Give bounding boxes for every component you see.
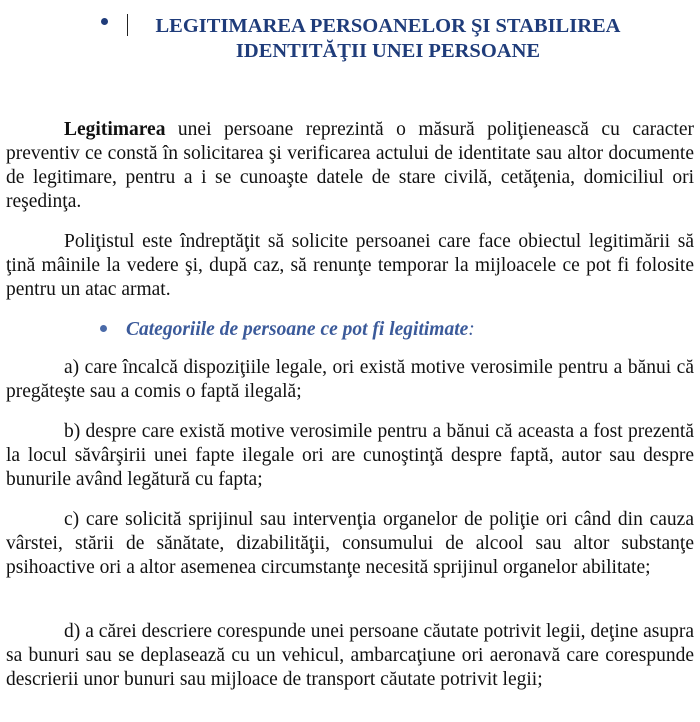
- list-item-a: a) care încalcă dispoziţiile legale, ori există motive verosimile pentru a bănui că pregăteşte sau a comis o faptă ilegală;: [6, 357, 694, 402]
- title-line-1: LEGITIMAREA PERSOANELOR ŞI STABILIREA: [155, 15, 621, 37]
- paragraph-2: Poliţistul este îndreptăţit să solicite persoanei care face obiectul legitimării să ţină mâinile la vedere şi, după caz, să renunţe temporar la mijloacele ce pot fi folosite pentru un atac armat.: [6, 231, 694, 300]
- bullet-icon: [101, 18, 108, 25]
- document-title: [128, 14, 648, 64]
- intro-term: Legitimarea: [64, 119, 166, 140]
- list-item-b: b) despre care există motive verosimile pentru a bănui că aceasta a fost prezentă la locul săvârşirii unei fapte ilegale ori are cunoştinţă despre faptă, autor sau despre bunurile având legătură cu fapta;: [6, 421, 694, 490]
- bullet-icon: [100, 325, 107, 332]
- title-line-2: IDENTITĂŢII UNEI PERSOANE: [235, 40, 541, 62]
- list-item-c: c) care solicită sprijinul sau intervenţia organelor de poliţie ori când din cauza vârstei, stării de sănătate, dizabilităţii, consumului de alcool sau altor substanţe psihoactive ori a altor asemenea circumstanţe necesită sprijinul organelor abilitate;: [6, 509, 694, 578]
- section-heading-text: Categoriile de persoane ce pot fi legitimate:: [126, 319, 475, 340]
- intro-paragraph: [6, 118, 694, 214]
- list-item-d: d) a cărei descriere corespunde unei persoane căutate potrivit legii, deţine asupra sa bunuri sau se deplasează cu un vehicul, ambarcaţiune ori aeronavă care corespunde descrierii unor bunuri sau mijloace de transport căutate potrivit legii;: [6, 621, 694, 690]
- section-heading: [0, 318, 700, 342]
- intro-text: unei persoane reprezintă o măsură poliţienească cu caracter preventiv ce constă în solicitarea şi verificarea actului de identitate sau altor documente de legitimare, pentru a i se cunoaşte datele de stare civilă, cetăţenia, domiciliul ori reşedinţa.: [6, 119, 694, 212]
